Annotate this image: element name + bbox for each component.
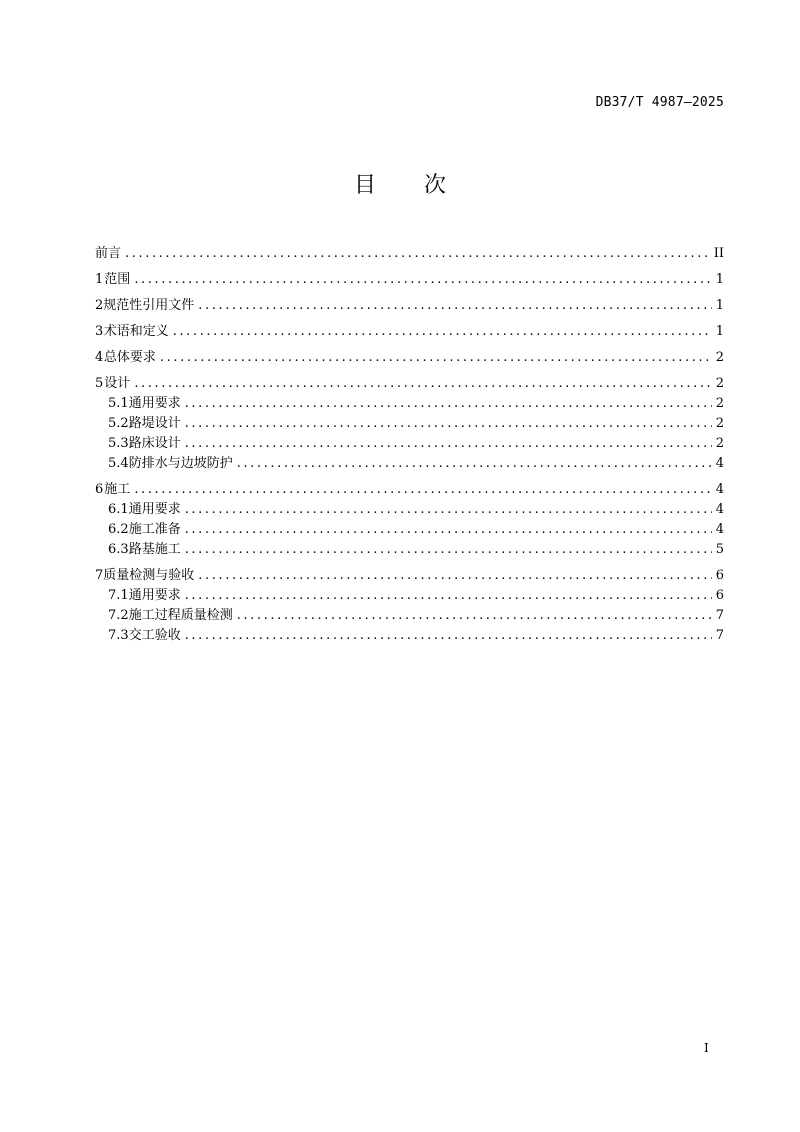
toc-entry-number: 7.3 (108, 628, 129, 643)
toc-entry-number: 7.2 (108, 608, 129, 623)
toc-leader-dots (185, 502, 712, 517)
toc-entry[interactable] (95, 584, 724, 604)
toc-entry-label: 通用要求 (128, 396, 181, 411)
toc-entry-page: 4 (715, 456, 724, 471)
toc-leader-dots (185, 542, 712, 557)
toc-entry-number: 7.1 (108, 588, 129, 603)
toc-title (0, 168, 800, 199)
toc-entry-label: 规范性引用文件 (103, 298, 195, 313)
toc-entry-page: 6 (715, 568, 724, 583)
toc-leader-dots (134, 376, 711, 391)
toc-entry[interactable] (95, 242, 724, 262)
toc-entry-label: 通用要求 (128, 588, 181, 603)
toc-entry-label: 质量检测与验收 (103, 568, 195, 583)
toc-entry[interactable] (95, 564, 724, 584)
toc-entry-number: 5.3 (108, 436, 129, 451)
toc-entry-page: 4 (715, 482, 724, 497)
toc-entry-number: 5.1 (108, 396, 129, 411)
toc-leader-dots (198, 298, 711, 313)
toc-entry-number: 6.2 (108, 522, 129, 537)
toc-entry-page: 5 (715, 542, 724, 557)
toc-entry-label: 施工准备 (128, 522, 181, 537)
toc-entry-page: 2 (715, 350, 724, 365)
toc-entry-number: 6 (95, 482, 104, 497)
page-number: I (704, 1041, 709, 1055)
toc-entry-label: 前言 (95, 246, 122, 261)
toc-entry-number: 5 (95, 376, 104, 391)
toc-entry[interactable] (95, 538, 724, 558)
toc-entry[interactable] (95, 452, 724, 472)
toc-leader-dots (173, 324, 712, 339)
toc-entry-page: 1 (715, 298, 724, 313)
toc-entry-page: 7 (715, 628, 724, 643)
toc-leader-dots (125, 246, 710, 261)
toc-entry[interactable] (95, 320, 724, 340)
toc-entry-label: 范围 (104, 272, 131, 287)
toc-leader-dots (160, 350, 712, 365)
toc-entry-page: 1 (715, 272, 724, 287)
toc-entry-label: 总体要求 (103, 350, 156, 365)
toc-leader-dots (198, 568, 711, 583)
toc-entry-number: 5.2 (108, 416, 129, 431)
toc-leader-dots (237, 456, 712, 471)
toc-entry-page: 2 (715, 396, 724, 411)
toc-entry-page: 6 (715, 588, 724, 603)
toc-entry-number: 4 (95, 350, 104, 365)
toc-entry-number: 7 (95, 568, 104, 583)
toc-entry[interactable] (95, 346, 724, 366)
toc-entry-number: 3 (95, 324, 104, 339)
toc-entry-page: 2 (715, 376, 724, 391)
toc-entry-label: 路堤设计 (128, 416, 181, 431)
toc-entry-label: 防排水与边坡防护 (128, 456, 233, 471)
toc-entry-number: 1 (95, 272, 104, 287)
toc-entry-label: 路基施工 (128, 542, 181, 557)
toc-leader-dots (185, 588, 712, 603)
toc-entry-page: 1 (715, 324, 724, 339)
toc-entry[interactable] (95, 478, 724, 498)
toc-entry[interactable] (95, 432, 724, 452)
toc-entry-label: 交工验收 (128, 628, 181, 643)
toc-entry-page: 4 (715, 522, 724, 537)
toc-leader-dots (185, 436, 712, 451)
toc-entry[interactable] (95, 518, 724, 538)
toc-entry[interactable] (95, 624, 724, 644)
toc-entry[interactable] (95, 372, 724, 392)
document-id: DB37/T 4987—2025 (595, 95, 724, 110)
toc-entry-label: 术语和定义 (103, 324, 169, 339)
toc-entry-label: 通用要求 (128, 502, 181, 517)
toc-leader-dots (237, 608, 712, 623)
toc-leader-dots (185, 396, 712, 411)
toc-entry-page: 2 (715, 436, 724, 451)
toc-title-char-1: 目 (353, 173, 376, 198)
toc-entry[interactable] (95, 498, 724, 518)
toc-entry-label: 路床设计 (128, 436, 181, 451)
toc-entry-page: 4 (715, 502, 724, 517)
toc-leader-dots (185, 522, 712, 537)
toc-entry-page: II (713, 246, 724, 261)
toc-title-char-2: 次 (424, 173, 447, 198)
table-of-contents (95, 242, 724, 644)
toc-entry-number: 5.4 (108, 456, 129, 471)
toc-leader-dots (134, 482, 711, 497)
toc-entry-label: 施工过程质量检测 (128, 608, 233, 623)
toc-entry-label: 施工 (104, 482, 131, 497)
toc-entry[interactable] (95, 412, 724, 432)
toc-entry[interactable] (95, 392, 724, 412)
toc-leader-dots (134, 272, 711, 287)
toc-leader-dots (185, 628, 712, 643)
toc-entry-number: 6.3 (108, 542, 129, 557)
toc-entry[interactable] (95, 268, 724, 288)
toc-entry[interactable] (95, 294, 724, 314)
toc-entry-number: 2 (95, 298, 104, 313)
toc-entry-page: 2 (715, 416, 724, 431)
toc-entry-page: 7 (715, 608, 724, 623)
toc-entry-label: 设计 (104, 376, 131, 391)
toc-leader-dots (185, 416, 712, 431)
toc-entry-number: 6.1 (108, 502, 129, 517)
toc-entry[interactable] (95, 604, 724, 624)
